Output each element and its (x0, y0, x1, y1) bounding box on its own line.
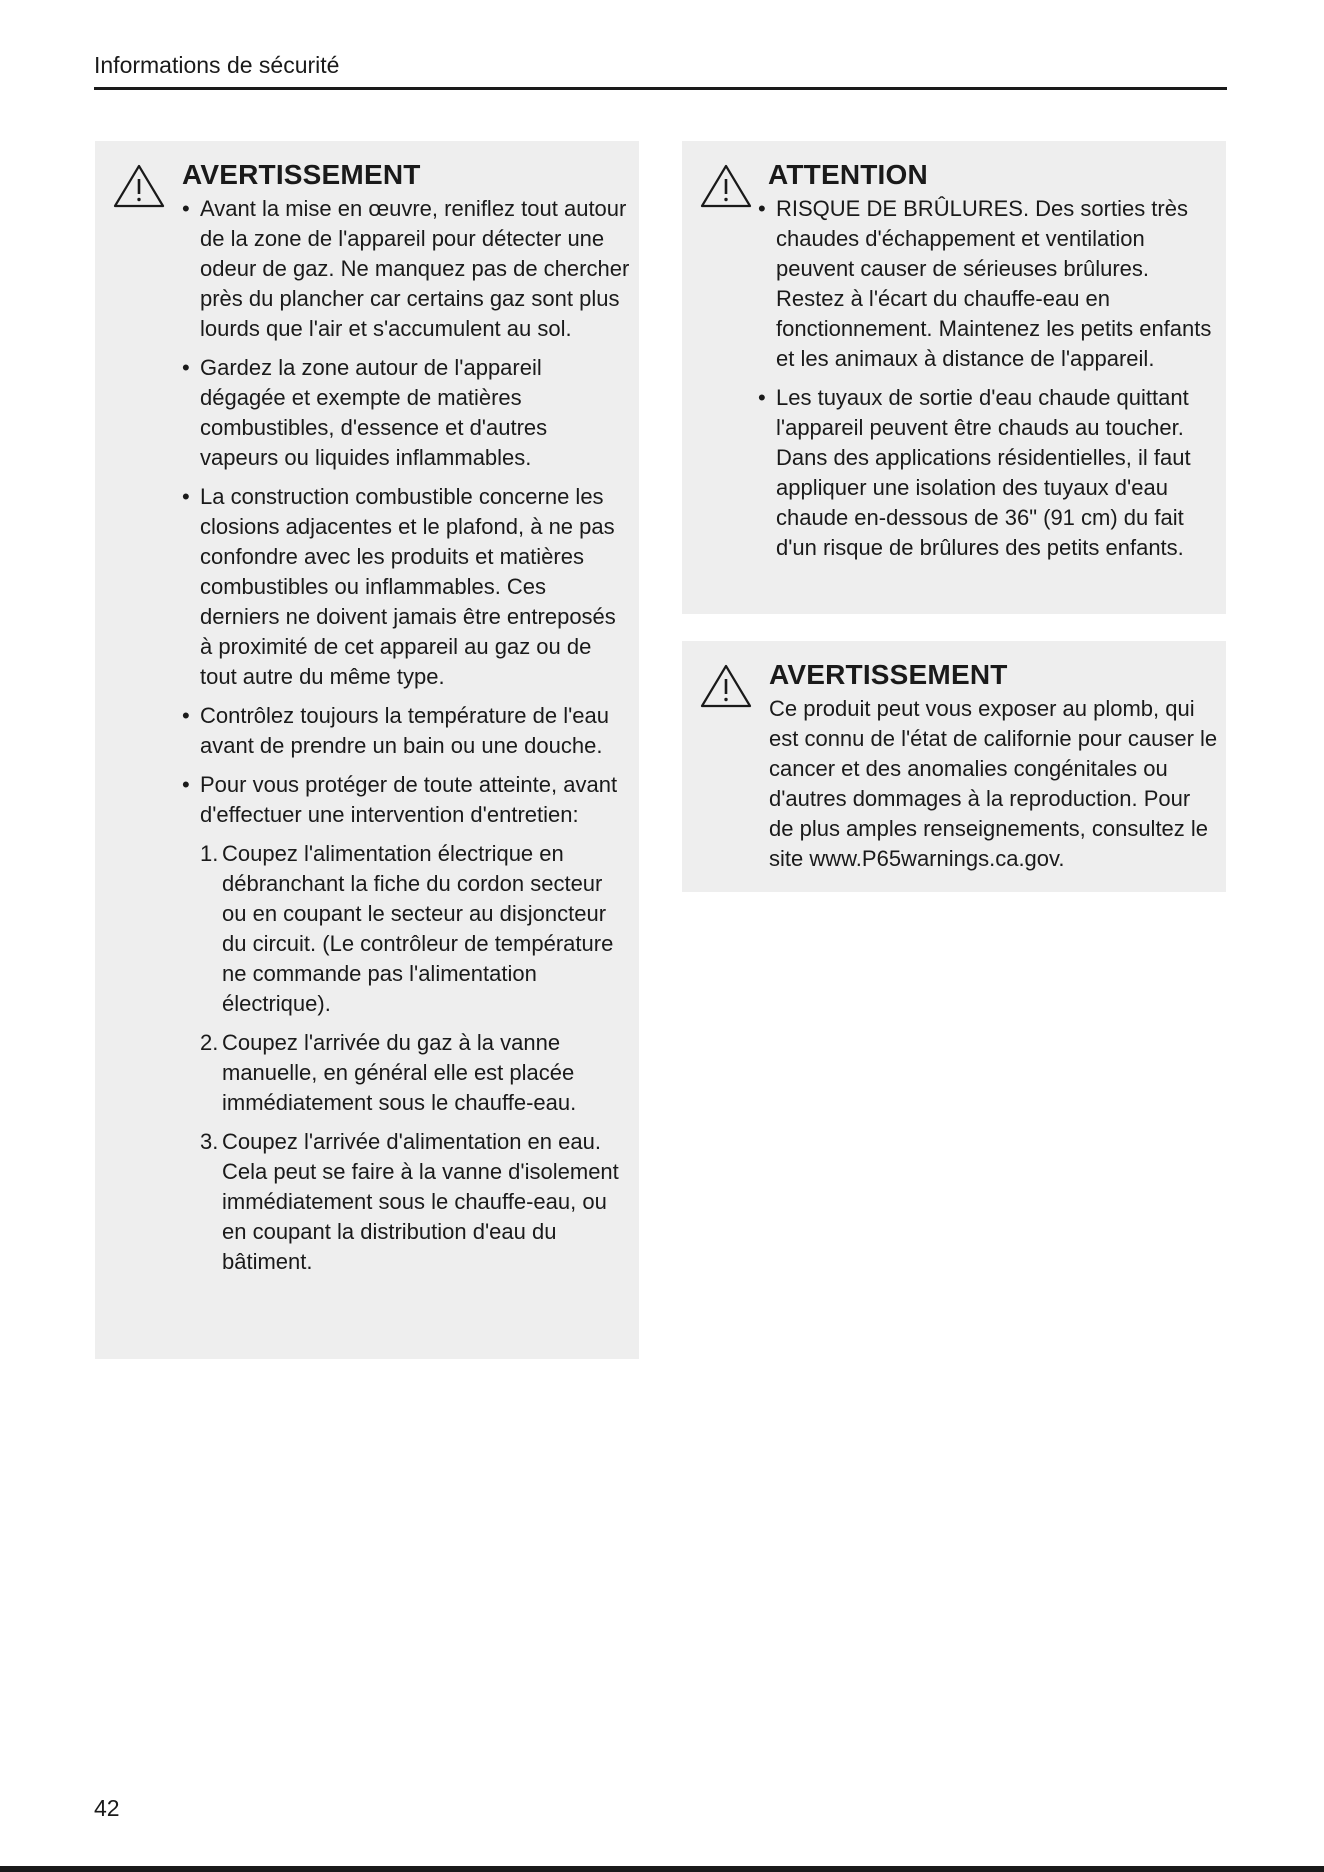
prop65-warning-content (769, 657, 1218, 874)
list-item-text: RISQUE DE BRÛLURES. Des sorties très chaudes d'échappement et ventilation peuvent causer de sérieuses brûlures. Restez à l'écart du chauffe-eau en fonctionnement. Maintenez les petits enfants et les animaux à distance de l'appareil. (776, 196, 1212, 371)
maintenance-steps-list (182, 839, 631, 1277)
page-number: 42 (94, 1795, 120, 1821)
list-item-text: Avant la mise en œuvre, reniflez tout autour de la zone de l'appareil pour détecter une odeur de gaz. Ne manquez pas de chercher près du plancher car certains gaz sont plus lourds que l'air et s'accumulent au sol. (200, 196, 630, 341)
list-item (182, 770, 631, 830)
attention-box-content (758, 157, 1218, 572)
list-item (758, 383, 1218, 563)
prop65-warning-title: AVERTISSEMENT (769, 659, 1008, 690)
attention-title: ATTENTION (768, 159, 928, 190)
bullet-mark: • (758, 385, 766, 410)
page-section-title: Informations de sécurité (94, 52, 340, 78)
step-number: 2. (200, 1030, 219, 1055)
list-item (182, 701, 631, 761)
list-item-text: Contrôlez toujours la température de l'eau avant de prendre un bain ou une douche. (200, 703, 609, 758)
list-item (758, 194, 1218, 374)
bottom-edge-strip (0, 1866, 1324, 1872)
list-item (182, 353, 631, 473)
prop65-warning-text: Ce produit peut vous exposer au plomb, qui est connu de l'état de californie pour causer le cancer et des anomalies congénitales ou d'autres dommages à la reproduction. Pour de plus amples renseignements, consultez le site www.P65warnings.ca.gov. (769, 696, 1218, 871)
warning-title: AVERTISSEMENT (182, 159, 421, 190)
list-item-text: Pour vous protéger de toute atteinte, avant d'effectuer une intervention d'entretien: (200, 772, 618, 827)
bullet-mark: • (182, 484, 190, 509)
list-item-text: Gardez la zone autour de l'appareil dégagée et exempte de matières combustibles, d'essence et d'autres vapeurs ou liquides inflammables. (200, 355, 548, 470)
step-text: Coupez l'arrivée du gaz à la vanne manuelle, en général elle est placée immédiatement sous le chauffe-eau. (222, 1030, 577, 1115)
step-item (200, 1028, 631, 1118)
step-text: Coupez l'arrivée d'alimentation en eau. Cela peut se faire à la vanne d'isolement immédiatement sous le chauffe-eau, ou en coupant la distribution d'eau du bâtiment. (222, 1129, 619, 1274)
bullet-mark: • (182, 196, 190, 221)
step-item (200, 1127, 631, 1277)
list-item-text: Les tuyaux de sortie d'eau chaude quittant l'appareil peuvent être chauds au toucher. Dans des applications résidentielles, il faut appliquer une isolation des tuyaux d'eau chaude en-dessous de 36" (91 cm) du fait d'un risque de brûlures des petits enfants. (776, 385, 1191, 560)
list-item-text: La construction combustible concerne les closions adjacentes et le plafond, à ne pas confondre avec les produits et matières combustibles ou inflammables. Ces derniers ne doivent jamais être entreposés à proximité de cet appareil au gaz ou de tout autre du même type. (200, 484, 616, 689)
warning-box-left-content (182, 157, 631, 1286)
warning-box-left (95, 141, 639, 1359)
list-item (182, 482, 631, 692)
bullet-mark: • (182, 703, 190, 728)
warning-triangle-icon (113, 163, 165, 209)
warning-bullet-list (182, 194, 631, 830)
attention-bullet-list (758, 194, 1218, 563)
prop65-warning-box (682, 641, 1226, 892)
step-text: Coupez l'alimentation électrique en débranchant la fiche du cordon secteur ou en coupant le secteur au disjoncteur du circuit. (Le contrôleur de température ne commande pas l'alimentation électrique). (222, 841, 614, 1016)
bullet-mark: • (182, 355, 190, 380)
header-divider (94, 87, 1227, 90)
bullet-mark: • (758, 196, 766, 221)
warning-triangle-icon (700, 663, 752, 709)
step-number: 1. (200, 841, 219, 866)
step-item (200, 839, 631, 1019)
step-number: 3. (200, 1129, 219, 1154)
attention-box (682, 141, 1226, 614)
list-item (182, 194, 631, 344)
bullet-mark: • (182, 772, 190, 797)
warning-triangle-icon (700, 163, 752, 209)
